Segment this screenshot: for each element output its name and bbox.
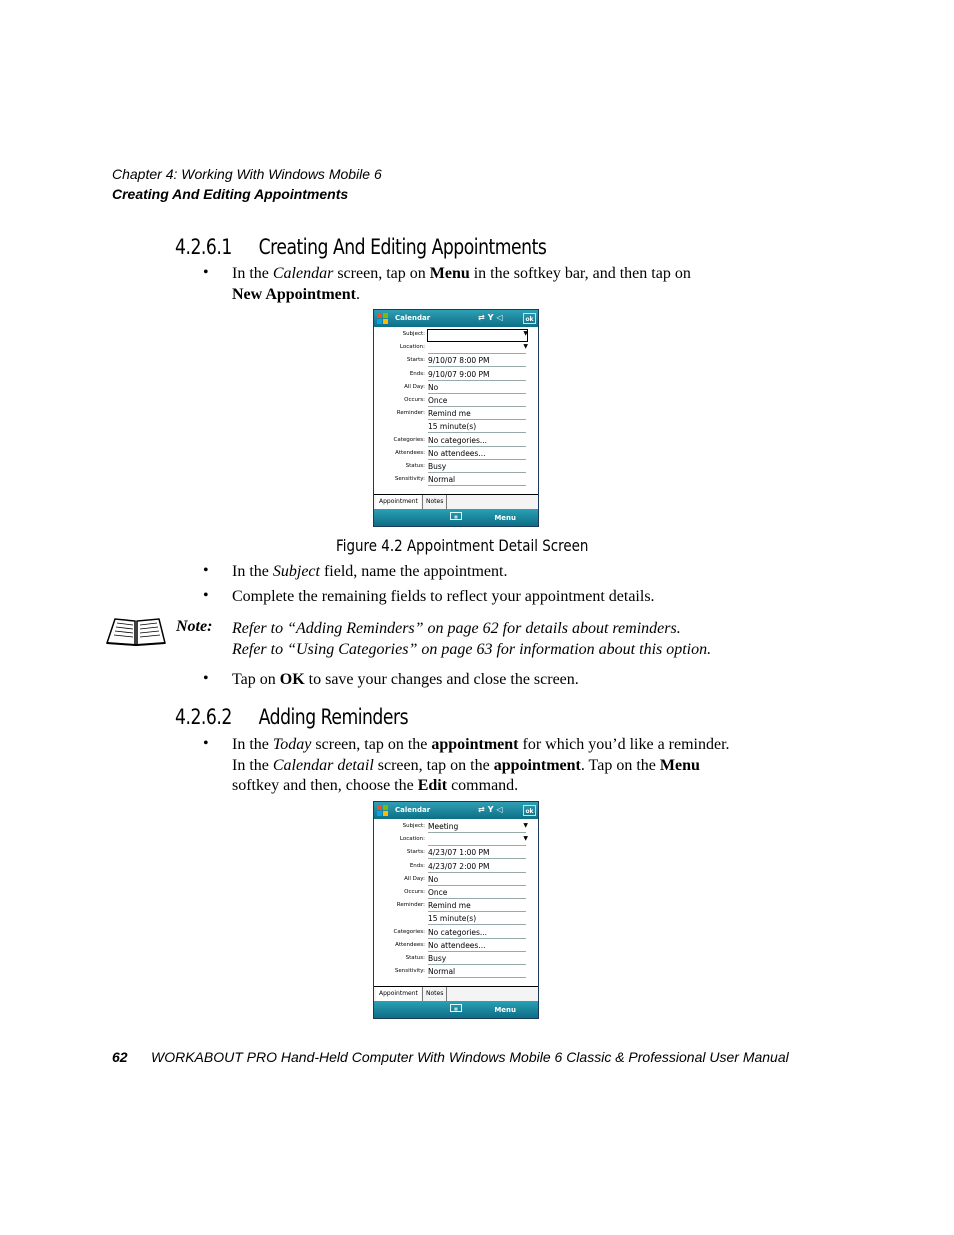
section-heading-2 [175, 705, 408, 729]
form-row [374, 420, 538, 433]
field-value[interactable] [427, 329, 528, 342]
field-value[interactable]: 9/10/07 8:00 PM [428, 355, 526, 367]
field-label: Starts: [406, 849, 425, 856]
field-label: Location: [399, 344, 425, 351]
field-value[interactable]: Normal [428, 966, 526, 978]
form-row [374, 873, 538, 886]
tab-appointment[interactable]: Appointment [376, 987, 421, 1001]
volume-icon: ◁ [496, 313, 506, 322]
status-icons [478, 313, 506, 322]
field-label: Sensitivity: [394, 968, 425, 975]
field-label: Starts: [406, 357, 425, 364]
field-value[interactable]: No [428, 874, 526, 886]
field-value[interactable]: Busy [428, 461, 526, 473]
form-row [374, 328, 538, 341]
edit-appointment-screenshot [373, 801, 539, 1019]
form-row [374, 434, 538, 447]
form-row [374, 886, 538, 899]
form-row [374, 341, 538, 354]
section-title: Adding Reminders [258, 705, 409, 729]
field-label: All Day: [404, 875, 425, 882]
ok-button[interactable]: ok [523, 313, 536, 324]
bullet-marker: • [203, 735, 209, 752]
form-row [374, 394, 538, 407]
status-icons [478, 805, 506, 814]
tab-bar [374, 494, 538, 510]
form-row [374, 939, 538, 952]
form-row [374, 965, 538, 978]
keyboard-icon[interactable]: ▦ [450, 512, 462, 520]
form-row [374, 473, 538, 486]
field-label: Ends: [409, 370, 425, 377]
windows-start-icon[interactable] [377, 805, 388, 816]
field-value[interactable]: No categories... [428, 435, 526, 447]
form-row [374, 460, 538, 473]
form-row [374, 899, 538, 912]
form-row [374, 381, 538, 394]
section-title: Creating And Editing Appointments [258, 235, 547, 259]
chapter-header: Chapter 4: Working With Windows Mobile 6 [112, 166, 382, 182]
field-label: Attendees: [395, 941, 425, 948]
form-row [374, 952, 538, 965]
field-value[interactable]: No attendees... [428, 448, 526, 460]
signal-icon: Y [487, 313, 497, 322]
dropdown-arrow-icon[interactable]: ▼ [523, 343, 528, 351]
ok-button[interactable]: ok [523, 805, 536, 816]
field-value[interactable]: 9/10/07 9:00 PM [428, 369, 526, 381]
instruction-paragraph: In the Today screen, tap on the appointment for which you’d like a reminder. In the Calendar detail screen, tap on the appointment. Tap on the Menu softkey and then, choose the Edit command. [232, 736, 730, 794]
form-row [374, 926, 538, 939]
softkey-bar [374, 1001, 538, 1019]
connectivity-icon: ⇄ [478, 313, 488, 322]
field-value[interactable]: Remind me [428, 900, 526, 912]
menu-softkey[interactable]: Menu [494, 514, 516, 522]
screen-title: Calendar [395, 314, 431, 322]
form-row [374, 912, 538, 925]
bullet-marker: • [203, 562, 209, 579]
volume-icon: ◁ [496, 805, 506, 814]
field-value[interactable]: No [428, 382, 526, 394]
page-number: 62 [112, 1049, 128, 1065]
instruction-paragraph: In the Subject field, name the appointment. [232, 563, 508, 580]
softkey-bar [374, 509, 538, 527]
field-value[interactable]: No attendees... [428, 940, 526, 952]
field-label: Occurs: [404, 397, 425, 403]
form-row [374, 354, 538, 367]
field-label: Ends: [409, 862, 425, 869]
section-number: 4.2.6.2 [175, 705, 232, 729]
field-label: Sensitivity: [394, 476, 425, 483]
field-label: Status: [405, 955, 425, 961]
field-value[interactable]: Once [428, 887, 526, 899]
tab-bar [374, 986, 538, 1002]
note-line-2: Refer to “Using Categories” on page 63 for information about this option. [232, 641, 712, 658]
appointment-detail-screenshot [373, 309, 539, 527]
field-value[interactable]: Normal [428, 474, 526, 486]
title-bar [374, 802, 538, 819]
field-value[interactable]: Remind me [428, 408, 526, 420]
section-header: Creating And Editing Appointments [112, 186, 349, 202]
screen-title: Calendar [395, 806, 431, 814]
field-label: All Day: [404, 383, 425, 390]
field-value[interactable]: 15 minute(s) [428, 421, 526, 433]
dropdown-arrow-icon[interactable]: ▼ [523, 330, 528, 337]
title-bar [374, 310, 538, 327]
section-heading-1 [175, 235, 546, 259]
field-value[interactable]: 15 minute(s) [428, 913, 526, 925]
windows-start-icon[interactable] [377, 313, 388, 324]
menu-softkey[interactable]: Menu [494, 1006, 516, 1014]
instruction-paragraph: In the Calendar screen, tap on Menu in the softkey bar, and then tap on New Appointment. [232, 265, 691, 303]
form-row [374, 447, 538, 460]
dropdown-arrow-icon[interactable]: ▼ [523, 822, 528, 829]
tab-appointment[interactable]: Appointment [376, 495, 421, 509]
form-row [374, 368, 538, 381]
connectivity-icon: ⇄ [478, 805, 488, 814]
field-label: Location: [399, 836, 425, 843]
bullet-marker: • [203, 670, 209, 687]
field-label: Subject: [402, 823, 425, 829]
field-label: Categories: [393, 436, 425, 443]
field-label: Subject: [402, 331, 425, 337]
form-row [374, 846, 538, 859]
field-label: Reminder: [396, 902, 425, 909]
tab-notes[interactable]: Notes [422, 987, 447, 1002]
section-number: 4.2.6.1 [175, 235, 232, 259]
form-row [374, 820, 538, 833]
bullet-marker: • [203, 264, 209, 281]
note-label: Note: [176, 618, 213, 635]
field-value[interactable]: 4/23/07 1:00 PM [428, 847, 526, 859]
field-value[interactable]: 4/23/07 2:00 PM [428, 861, 526, 873]
open-book-icon [105, 615, 167, 647]
footer-title: WORKABOUT PRO Hand-Held Computer With Windows Mobile 6 Classic & Professional User Manual [151, 1049, 789, 1065]
figure-caption: Figure 4.2 Appointment Detail Screen [336, 536, 589, 555]
field-label: Status: [405, 463, 425, 469]
bullet-marker: • [203, 587, 209, 604]
instruction-paragraph: Tap on OK to save your changes and close the screen. [232, 671, 579, 688]
field-value[interactable]: Busy [428, 953, 526, 965]
tab-notes[interactable]: Notes [422, 495, 447, 510]
field-value[interactable]: No categories... [428, 927, 526, 939]
form-row [374, 860, 538, 873]
form-row [374, 833, 538, 846]
field-value[interactable]: Meeting [428, 821, 526, 833]
field-value[interactable] [428, 834, 526, 846]
field-label: Occurs: [404, 889, 425, 895]
form-row [374, 407, 538, 420]
signal-icon: Y [487, 805, 497, 814]
note-line-1: Refer to “Adding Reminders” on page 62 for details about reminders. [232, 620, 681, 637]
field-label: Reminder: [396, 410, 425, 417]
field-label: Categories: [393, 928, 425, 935]
field-value[interactable] [428, 342, 526, 354]
instruction-paragraph: Complete the remaining fields to reflect your appointment details. [232, 588, 655, 605]
dropdown-arrow-icon[interactable]: ▼ [523, 835, 528, 843]
field-label: Attendees: [395, 449, 425, 456]
keyboard-icon[interactable]: ▦ [450, 1004, 462, 1012]
field-value[interactable]: Once [428, 395, 526, 407]
